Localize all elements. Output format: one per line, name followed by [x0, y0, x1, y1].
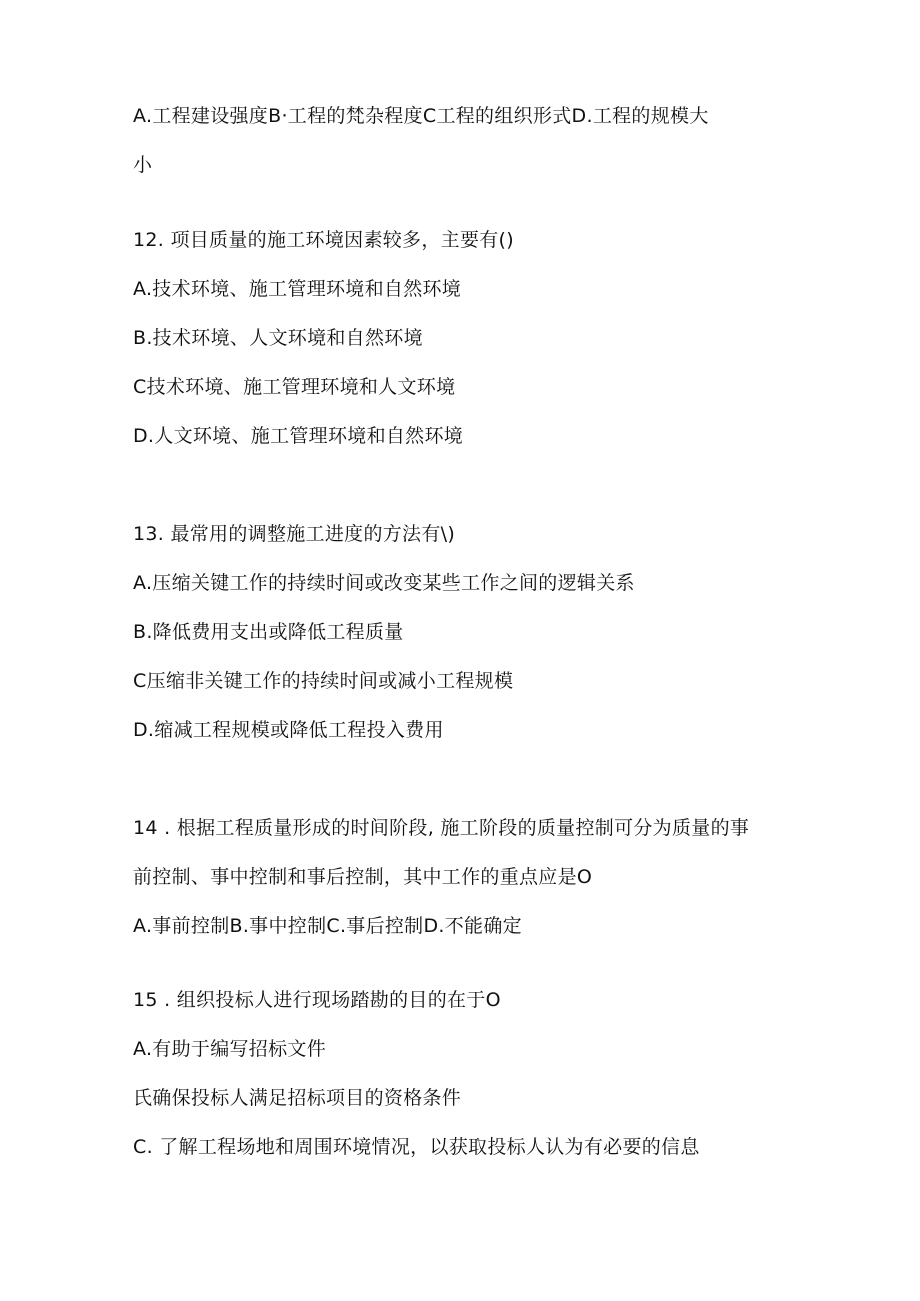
q13-question: 13. 最常用的调整施工进度的方法有\): [133, 523, 456, 545]
q15-question: 15 . 组织投标人进行现场踏勘的目的在于O: [133, 989, 501, 1011]
q14-options: A.事前控制B.事中控制C.事后控制D.不能确定: [133, 915, 522, 937]
q12-question: 12. 项目质量的施工环境因素较多，主要有(): [133, 229, 514, 251]
q13-option-b: B.降低费用支出或降低工程质量: [133, 621, 404, 643]
q12-option-d: D.人文环境、施工管理环境和自然环境: [133, 425, 464, 447]
q13-option-a: A.压缩关键工作的持续时间或改变某些工作之间的逻辑关系: [133, 572, 635, 594]
q13-option-c: C压缩非关键工作的持续时间或减小工程规模: [133, 670, 514, 692]
q12-option-a: A.技术环境、施工管理环境和自然环境: [133, 278, 462, 300]
q12-option-c: C技术环境、施工管理环境和人文环境: [133, 376, 456, 398]
q15-option-c: C. 了解工程场地和周围环境情况，以获取投标人认为有必要的信息: [133, 1136, 700, 1158]
q11-options-line1: A.工程建设强度B·工程的梵杂程度C工程的组织形式D.工程的规模大: [133, 105, 709, 127]
q15-option-a: A.有助于编写招标文件: [133, 1038, 327, 1060]
q14-question-line1: 14 . 根据工程质量形成的时间阶段, 施工阶段的质量控制可分为质量的事: [133, 817, 750, 839]
q11-options-line2: 小: [133, 154, 153, 176]
q12-option-b: B.技术环境、人文环境和自然环境: [133, 327, 423, 349]
q14-question-line2: 前控制、事中控制和事后控制，其中工作的重点应是O: [133, 866, 593, 888]
q15-option-b: 氏确保投标人满足招标项目的资格条件: [133, 1087, 462, 1109]
q13-option-d: D.缩减工程规模或降低工程投入费用: [133, 719, 444, 741]
